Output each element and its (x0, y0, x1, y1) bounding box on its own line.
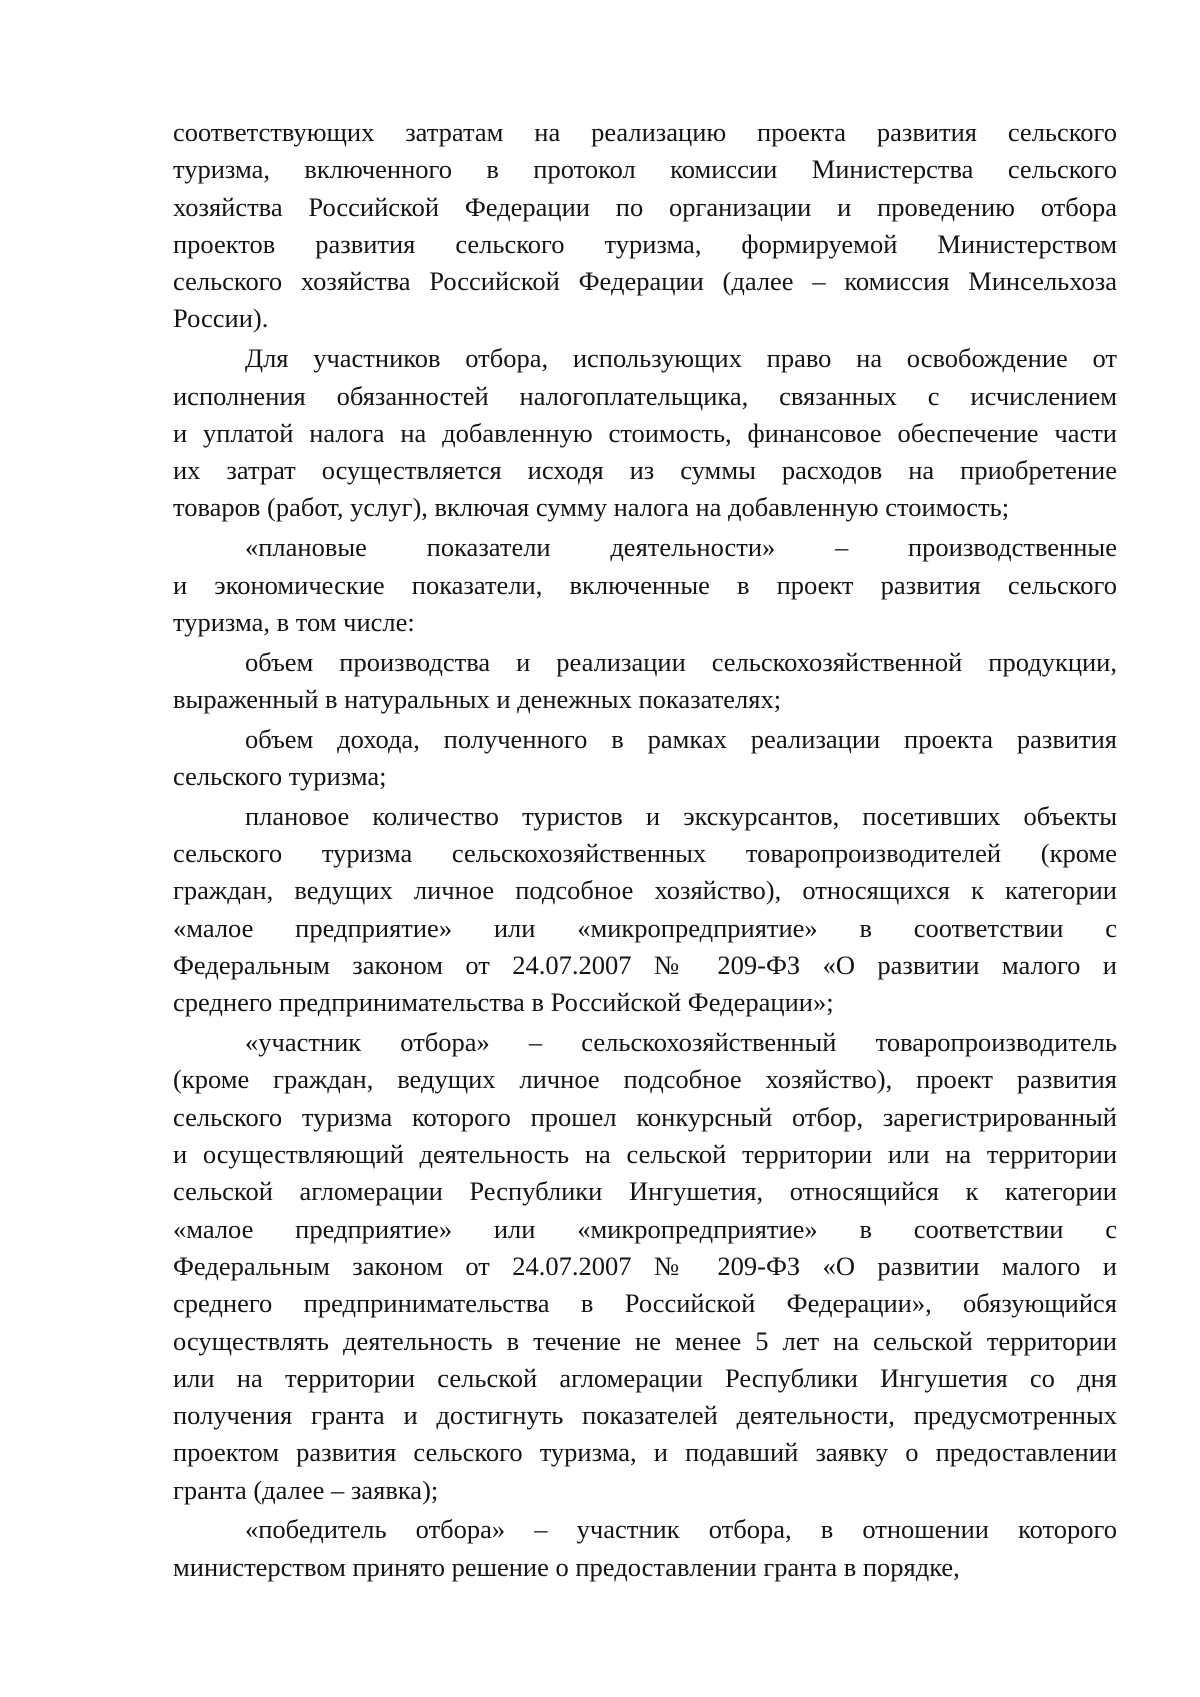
paragraph (173, 529, 1117, 641)
text-line: среднего предпринимательства в Российской Федерации»; (173, 987, 834, 1018)
text-line: выраженный в натуральных и денежных показателях; (173, 683, 782, 714)
paragraph (173, 114, 1117, 338)
text-line: среднего предпринимательства в Российской Федерации», обязующийся (173, 1288, 1117, 1319)
text-line: сельского туризма сельскохозяйственных товаропроизводителей (кроме (173, 838, 1117, 869)
text-line: (кроме граждан, ведущих личное подсобное хозяйство), проект развития (173, 1064, 1117, 1095)
text-line: объем производства и реализации сельскохозяйственной продукции, (245, 646, 1117, 677)
paragraph (173, 721, 1117, 796)
text-line: товаров (работ, услуг), включая сумму налога на добавленную стоимость; (173, 492, 1010, 523)
text-line: сельского хозяйства Российской Федерации (далее – комиссия Минсельхоза (173, 266, 1117, 297)
text-line: плановое количество туристов и экскурсантов, посетивших объекты (245, 800, 1117, 831)
text-line: осуществлять деятельность в течение не менее 5 лет на сельской территории (173, 1325, 1117, 1356)
text-line: России). (173, 303, 269, 334)
text-line: Для участников отбора, использующих право на освобождение от (245, 343, 1117, 374)
paragraph (173, 798, 1117, 1022)
text-line: и экономические показатели, включенные в проект развития сельского (173, 569, 1117, 600)
text-line: сельского туризма которого прошел конкурсный отбор, зарегистрированный (173, 1101, 1117, 1132)
paragraph (173, 340, 1117, 526)
text-line: «малое предприятие» или «микропредприятие» в соответствии с (173, 912, 1117, 943)
text-line: проектом развития сельского туризма, и подавший заявку о предоставлении (173, 1437, 1117, 1468)
text-line: туризма, включенного в протокол комиссии Министерства сельского (173, 154, 1117, 185)
text-line: министерством принято решение о предоставлении гранта в порядке, (173, 1551, 960, 1582)
document-body (173, 114, 1117, 1589)
text-line: получения гранта и достигнуть показателей деятельности, предусмотренных (173, 1400, 1117, 1431)
text-line: их затрат осуществляется исходя из суммы расходов на приобретение (173, 455, 1117, 486)
text-line: сельского туризма; (173, 761, 387, 792)
text-line: хозяйства Российской Федерации по организации и проведению отбора (173, 191, 1117, 222)
text-line: или на территории сельской агломерации Республики Ингушетия со дня (173, 1362, 1117, 1393)
text-line: сельской агломерации Республики Ингушетия, относящийся к категории (173, 1176, 1117, 1207)
text-line: «участник отбора» – сельскохозяйственный товаропроизводитель (245, 1027, 1117, 1058)
text-line: объем дохода, полученного в рамках реализации проекта развития (245, 723, 1117, 754)
text-line: Федеральным законом от 24.07.2007 № 209-ФЗ «О развитии малого и (173, 1250, 1117, 1281)
text-line: Федеральным законом от 24.07.2007 № 209-ФЗ «О развитии малого и (173, 950, 1117, 981)
text-line: гранта (далее – заявка); (173, 1474, 439, 1505)
text-line: туризма, в том числе: (173, 606, 415, 637)
text-line: «малое предприятие» или «микропредприятие» в соответствии с (173, 1213, 1117, 1244)
text-line: исполнения обязанностей налогоплательщика, связанных с исчислением (173, 380, 1117, 411)
paragraph (173, 1024, 1117, 1509)
text-line: и осуществляющий деятельность на сельской территории или на территории (173, 1139, 1117, 1170)
text-line: и уплатой налога на добавленную стоимость, финансовое обеспечение части (173, 417, 1117, 448)
paragraph (173, 1511, 1117, 1586)
text-line: проектов развития сельского туризма, формируемой Министерством (173, 228, 1117, 259)
text-line: соответствующих затратам на реализацию проекта развития сельского (173, 117, 1117, 147)
text-line: «победитель отбора» – участник отбора, в отношении которого (245, 1514, 1117, 1545)
paragraph (173, 644, 1117, 719)
text-line: граждан, ведущих личное подсобное хозяйство), относящихся к категории (173, 875, 1117, 906)
text-line: «плановые показатели деятельности» – производственные (245, 532, 1117, 563)
